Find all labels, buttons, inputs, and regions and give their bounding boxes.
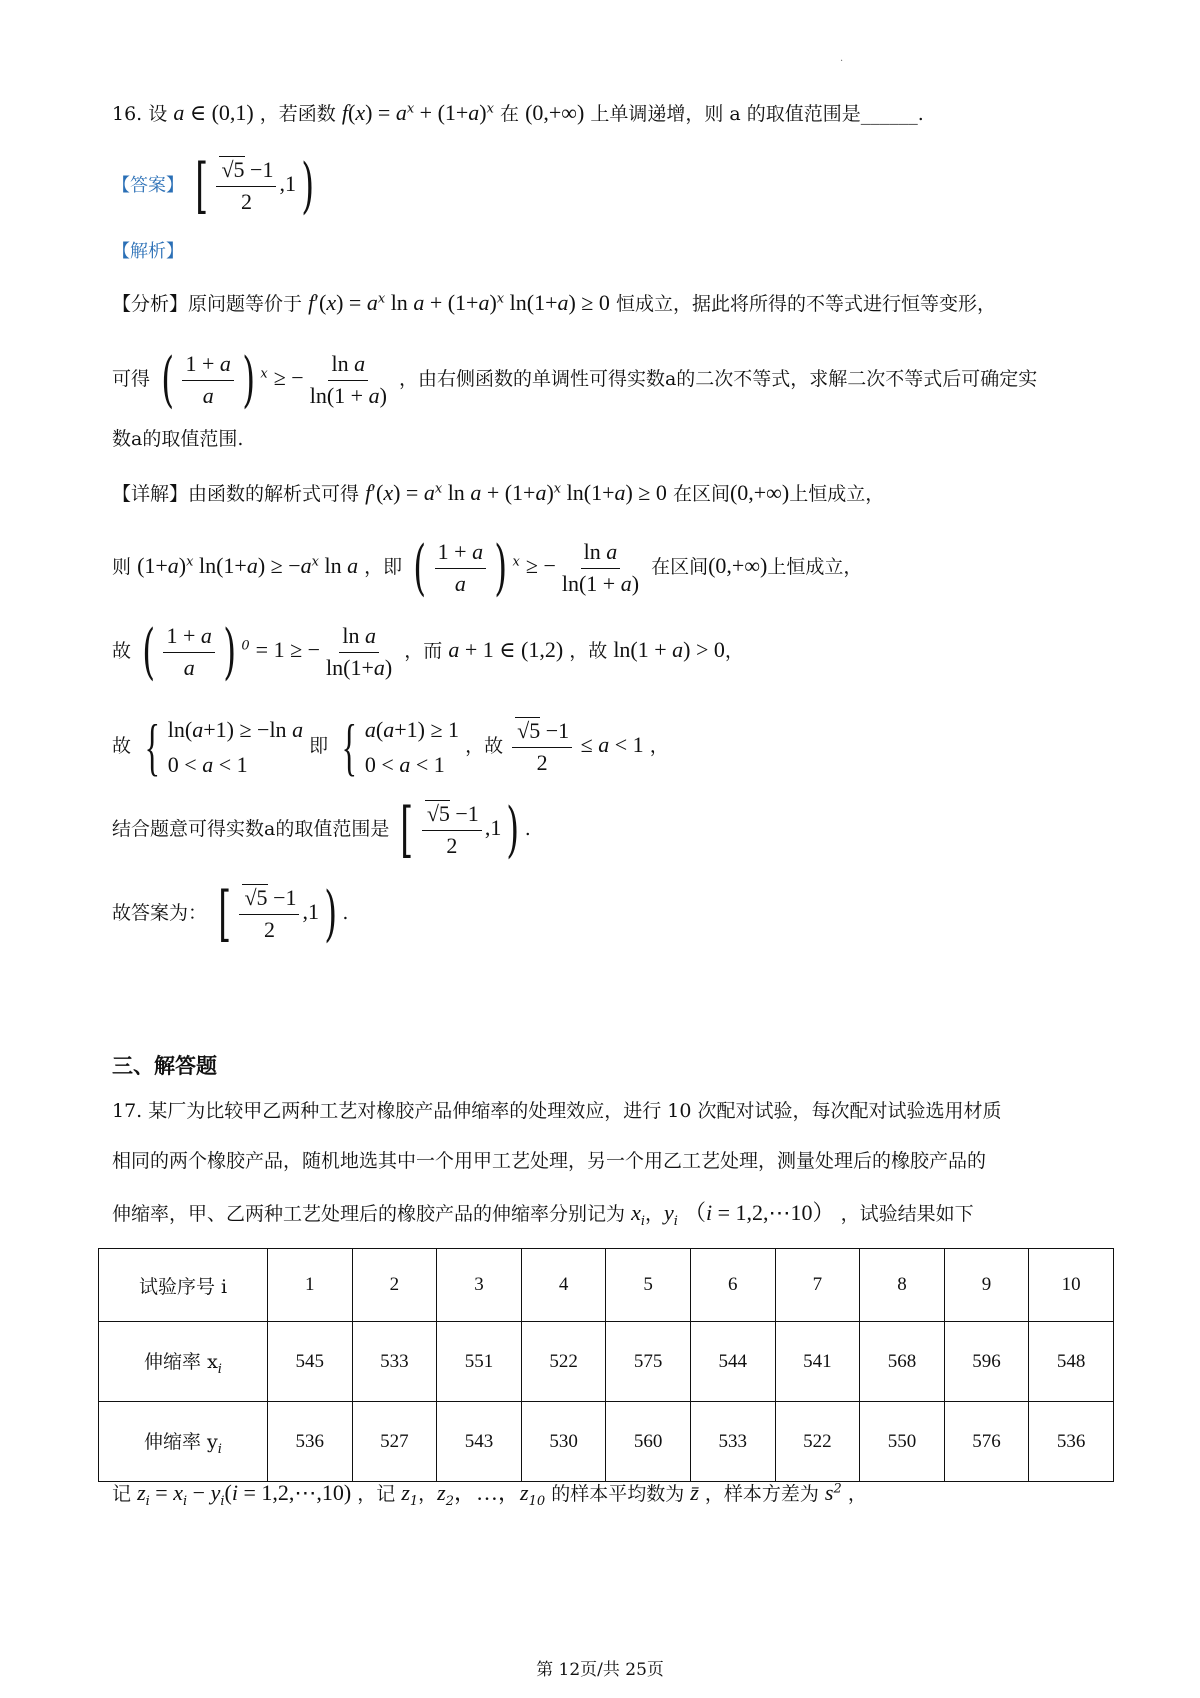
fenxi-line-3: 数a的取值范围. (112, 428, 244, 450)
fenxi-line-1: 【分析】原问题等价于 $f'(x) = a^x$ $\ln a + (1+a)^x$ ln(1+a) ≥ 0 恒成立，据此将所得的不等式进行恒等变形， (112, 290, 996, 315)
xiangjie-line-6: 故答案为： [ $\frac{√5 -1}{2}$ ,1) . (112, 879, 349, 949)
q16-prefix: 16. 设 (112, 103, 168, 125)
table-row (99, 1249, 1114, 1322)
table-cell: 545 (268, 1322, 353, 1402)
table-row-label-y: 伸缩率 $y_i$ (99, 1402, 268, 1482)
table-cell: 575 (606, 1322, 691, 1402)
table-cell: 533 (352, 1322, 437, 1402)
page-footer: 第 12页/共 25页 (536, 1660, 664, 1680)
xiangjie-line-5: 结合题意可得实数a的取值范围是 [ $\frac{√5 -1}{2}$ ,1) . (112, 795, 531, 865)
q16-mid: 在 (500, 103, 520, 125)
table-cell: 9 (944, 1249, 1029, 1322)
question-16: 16. 设 a ∈ (0,1) ，若函数 $f(x) = a^x + (1+a)^x$ 在 (0,+∞) 上单调递增，则 a 的取值范围是______. (112, 100, 924, 125)
xiangjie-label: 【详解】 (112, 483, 189, 505)
table-cell: 536 (268, 1402, 353, 1482)
table-cell: 2 (352, 1249, 437, 1322)
table-cell: 1 (268, 1249, 353, 1322)
xiangjie-line-3: 故 ( $\frac{1 + a}{a}$ ) $^0$ = 1 ≥ − $\frac{\text{ln a}}{\ln(1+a)}$ ，而 a + 1 ∈ (1,2) ，故 ln(1 + a) > 0， (112, 617, 744, 687)
answer-label: 【答案】 (112, 175, 184, 196)
q17-line-1: 17. 某厂为比较甲乙两种工艺对橡胶产品伸缩率的处理效应，进行 10 次配对试验，每次配对试验选用材质 (112, 1100, 1002, 1122)
table-row-label-x: 伸缩率 $x_i$ (99, 1322, 268, 1402)
table-cell: 5 (606, 1249, 691, 1322)
table-cell: 536 (1029, 1402, 1114, 1482)
table-cell: 527 (352, 1402, 437, 1482)
answer-line: 【答案】 [ $\frac{√5 -1}{2}$ ,1) (112, 151, 315, 221)
table-cell: 596 (944, 1322, 1029, 1402)
q16-suffix: 上单调递增，则 a 的取值范围是______. (590, 103, 924, 125)
fenxi-label: 【分析】 (112, 293, 189, 315)
page-dot: · (840, 56, 844, 67)
analysis-label: 【解析】 (112, 241, 184, 262)
table-cell: 7 (775, 1249, 860, 1322)
xiangjie-line-4: 故 { ln(a+1) ≥ −ln a 0 < a < 1 即 { a(a+1) ≥ 1 0 < a < 1 ，故 $\frac{√5 -1}{2}$ ≤ a < 1 ， (112, 711, 669, 783)
table-cell: 10 (1029, 1249, 1114, 1322)
table-cell: 3 (437, 1249, 522, 1322)
table-cell: 522 (775, 1402, 860, 1482)
analysis-label-line (112, 240, 184, 263)
table-cell: 543 (437, 1402, 522, 1482)
table-cell: 568 (860, 1322, 945, 1402)
table-cell: 560 (606, 1402, 691, 1482)
table-cell: 533 (690, 1402, 775, 1482)
table-cell: 530 (521, 1402, 606, 1482)
table-row (99, 1402, 1114, 1482)
table-cell: 541 (775, 1322, 860, 1402)
table-cell: 544 (690, 1322, 775, 1402)
xiangjie-line-2: 则 $(1+a)^x$ $\ln(1+a) \ge -a^x$ ln a ，即 ( $\frac{1 + a}{a}$ ) $^x$ ≥ − $\frac{\text{ln a}}{\ln(1 + a)}$ 在区间(0,+∞)上恒成立， (112, 533, 863, 603)
xiangjie-line-1: 【详解】由函数的解析式可得 $f'(x) = a^x$ $\ln a + (1+a)^x$ ln(1+a) ≥ 0 在区间(0,+∞)上恒成立， (112, 480, 885, 505)
data-table (98, 1248, 1114, 1482)
table-cell: 6 (690, 1249, 775, 1322)
fenxi-line-2: 可得 ( $\frac{1 + a}{a}$ ) $^x$ ≥ − $\frac{\text{ln a}}{\ln(1 + a)}$ ，由右侧函数的单调性可得实数a的二次不等式，求解二次不等式后可确定实 (112, 345, 1038, 415)
section-heading: 三、解答题 (112, 1054, 217, 1078)
table-cell: 4 (521, 1249, 606, 1322)
q17-line-2: 相同的两个橡胶产品，随机地选其中一个用甲工艺处理，另一个用乙工艺处理，测量处理后的橡胶产品的 (112, 1150, 987, 1172)
q16-cond: ，若函数 (259, 103, 336, 125)
table-row (99, 1322, 1114, 1402)
table-cell: 550 (860, 1402, 945, 1482)
table-cell: 522 (521, 1322, 606, 1402)
q17-line-3: 伸缩率，甲、乙两种工艺处理后的橡胶产品的伸缩率分别记为 $x_i$，$y_i$ （i = 1,2,⋯10） ，试验结果如下 (112, 1200, 974, 1229)
table-header-cell: 试验序号 i (99, 1249, 268, 1322)
table-cell: 548 (1029, 1322, 1114, 1402)
table-cell: 8 (860, 1249, 945, 1322)
table-cell: 576 (944, 1402, 1029, 1482)
table-cell: 551 (437, 1322, 522, 1402)
q17-after-table: 记 $z_i = x_i - y_i(i$ = 1,2,⋯,10) ，记 $z_1$，$z_2$，…，$z_{10}$ 的样本平均数为 z̄ ，样本方差为 $s^2$ ， (112, 1480, 867, 1509)
